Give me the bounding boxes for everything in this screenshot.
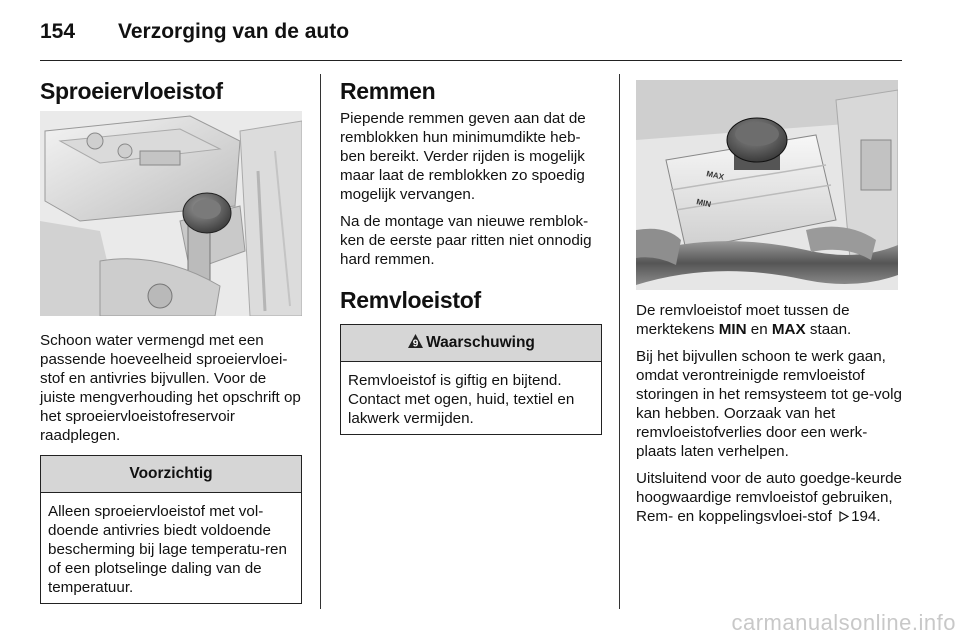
brakes-paragraph-1: Piepende remmen geven aan dat de remblokken hun minimumdikte heb-ben bereikt. Verder rijden is mogelijk maar laat de remblokken zo spoedig mogelijk vervangen. [340,110,586,203]
warning-header [341,325,601,362]
brakes-heading: Remmen [340,78,436,104]
brake-fluid-reservoir-illustration [636,80,898,290]
left-column [40,74,302,604]
warning-text: Remvloeistof is giftig en bijtend. Contact met ogen, huid, textiel en lakwerk vermijden. [348,372,575,427]
middle-column [340,74,602,435]
brake-fluid-heading: Remvloeistof [340,287,481,313]
svg-text:9: 9 [412,338,419,349]
washer-reservoir-illustration [40,111,302,316]
page-number: 154 [40,20,76,43]
max-label: MAX [771,321,806,338]
warning-triangle-icon [407,327,424,349]
brakes-paragraph-2: Na de montage van nieuwe remblok-ken de eerste paar ritten niet onnodig hard remmen. [340,213,592,268]
page-reference[interactable]: 194. [851,508,881,525]
warning-title: Waarschuwing [426,334,535,351]
brake-fluid-level-text: De remvloeistof moet tussen de merktekens MIN en MAX staan. [636,302,852,338]
caution-box [40,455,302,604]
brake-fluid-refill-text: Bij het bijvullen schoon te werk gaan, omdat verontreinigde remvloeistof storingen in het remsysteem tot ge-volg kan hebben. Oorzaak van het remvloeistofverlies door een werk-plaats laten verhelpen. [636,348,902,460]
caution-text: Alleen sproeiervloeistof met vol-doende antivries biedt voldoende bescherming bij lage temperatu-ren of een plotselinge daling van de temperatuur. [48,503,287,596]
caution-title: Voorzichtig [41,456,301,493]
max-marking: MAX [705,169,725,182]
column-divider-left [320,74,321,609]
right-column [636,74,906,534]
column-divider-right [619,74,620,609]
header-rule [40,60,902,61]
min-label: MIN [718,321,747,338]
brake-fluid-spec-text: Uitsluitend voor de auto goedge-keurde hoogwaardige remvloeistof gebruiken, Rem- en koppelingsvloei-stof 194. [636,470,902,525]
page-reference-icon [838,508,849,519]
watermark: carmanualsonline.info [731,610,956,635]
washer-fluid-instructions: Schoon water vermengd met een passende hoeveelheid sproeiervloei-stof en antivries bijvullen. Voor de juiste mengverhouding het opschrift op het sproeiervloeistofreservoir raadplegen. [40,332,301,444]
warning-box [340,324,602,435]
chapter-title: Verzorging van de auto [118,20,350,43]
min-marking: MIN [695,197,712,210]
washer-fluid-heading: Sproeiervloeistof [40,78,223,104]
